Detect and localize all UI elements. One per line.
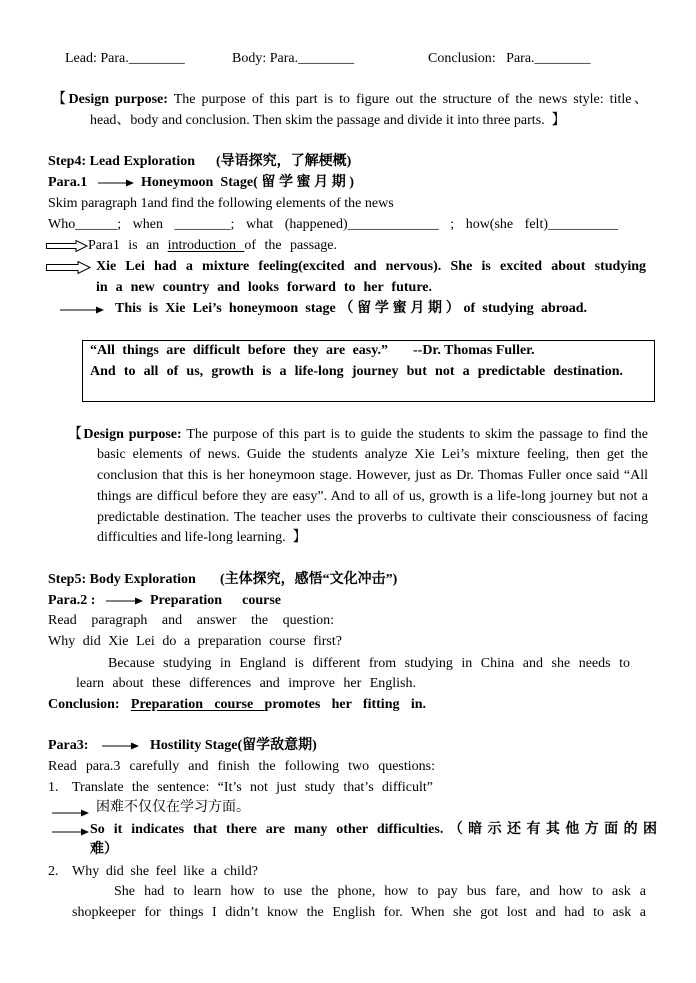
design-purpose-text: The purpose of this part is to figure out the structure of the news style: title、 [173,92,649,107]
quote-author: --Dr. Thomas Fuller. [413,343,535,358]
para3-label: Para3: [48,738,89,753]
design-purpose-2-line: conclusion that this is her honeymoon stage. However, just as Dr. Thomas Fuller once said “All [97,468,648,483]
open-bracket: 【 [52,92,69,107]
step5-question: Why did Xie Lei do a preparation course first? [48,634,342,649]
design-purpose-text: The purpose of this part is to guide the students to skim the passage to find the [186,427,649,442]
q2-text: Why did she feel like a child? [72,864,258,879]
conclusion-rest: promotes her fitting in. [264,697,426,712]
intro-after: of the passage. [244,238,337,253]
step5-answer-line1: Because studying in England is different from studying in China and she needs to [108,656,630,671]
q2-answer-line1: She had to learn how to use the phone, how to pay bus fare, and how to ask a [114,884,646,899]
right-arrow-icon [102,741,139,751]
design-purpose-2-line: difficulties and life-long learning. 】 [97,530,307,545]
body-para-blank: Body: Para.________ [232,51,355,66]
para1-label: Para.1 [48,175,88,190]
feeling-line1: Xie Lei had a mixture feeling(excited and nervous). She is excited about studying [96,259,646,274]
para1-intro-line [88,237,337,255]
intro-before: Para1 is an [88,238,160,253]
conclusion-underlined: Preparation course [130,697,265,712]
hollow-right-arrow-icon [46,261,91,274]
design-purpose-label: Design purpose: [83,427,182,442]
feeling-line2: in a new country and looks forward to her future. [96,280,432,295]
q1-inference-line1: So it indicates that there are many other difficulties.（暗示还有其他方面的困 [90,822,657,837]
design-purpose-1-line1 [52,91,648,109]
step4-heading-cn: (导语探究，了解梗概) [216,154,352,169]
design-purpose-label: Design purpose: [68,92,168,107]
open-bracket: 【 [68,427,84,442]
right-arrow-icon [106,596,143,606]
conclusion-label: Conclusion: [48,697,120,712]
step4-heading: Step4: Lead Exploration [48,154,196,169]
design-purpose-1-line2: head、body and conclusion. Then skim the passage and divide it into three parts. 】 [90,113,566,128]
design-purpose-2-line: basic elements of news. Guide the students analyze Xie Lei’s mixture feeling, then get the [97,447,648,462]
honeymoon-stage-conclusion: This is Xie Lei’s honeymoon stage（留学蜜月期）of studying abroad. [115,301,587,316]
hollow-right-arrow-icon [46,240,88,252]
q1-translation: 困难不仅仅在学习方面。 [96,800,250,815]
q2-answer-line2: shopkeeper for things I didn’t know the English for. When she got lost and had to ask a [72,905,646,920]
para2-topic: Preparation course [150,593,281,608]
design-purpose-2-line: predictable destination. The teacher uses the proverbs to cultivate their consciousness of facing [97,510,648,525]
step5-answer-line2: learn about these differences and improve her English. [76,676,416,691]
step5-heading: Step5: Body Exploration [48,572,196,587]
lead-para-blank: Lead: Para.________ [65,51,185,66]
design-purpose-2-line: things are difficul before they are easy”. And to all of us, growth is a life-long journey but not a [97,489,648,504]
right-arrow-icon [52,808,89,818]
step5-conclusion [48,696,426,714]
quote-box [82,340,655,402]
growth-reflection: And to all of us, growth is a life-long journey but not a predictable destination. [90,364,623,379]
step4-instruction: Skim paragraph 1and find the following elements of the news [48,196,394,211]
right-arrow-icon [60,305,104,315]
intro-underlined: introduction [167,238,245,253]
right-arrow-icon [52,827,89,837]
fuller-quote: “All things are difficult before they are easy.” [90,343,388,358]
q1-inference-line2: 难） [90,842,118,857]
para1-stage: Honeymoon Stage(留学蜜月期) [141,175,354,190]
conclusion-para-blank: Conclusion: Para.________ [428,51,591,66]
step5-heading-cn: (主体探究，感悟“文化冲击”) [220,572,398,587]
para3-instruction: Read para.3 carefully and finish the following two questions: [48,759,435,774]
question-number: 1. [48,780,59,795]
q1-text: Translate the sentence: “It’s not just study that’s difficult” [72,780,433,795]
question-number: 2. [48,864,59,879]
para2-label: Para.2 : [48,593,96,608]
design-purpose-2-line1 [68,426,648,444]
para3-stage: Hostility Stage(留学敌意期) [150,738,317,753]
news-elements-blanks: Who______; when ________; what (happened)_____________ ; how(she felt)__________ [48,217,618,232]
right-arrow-icon [98,178,134,188]
step5-instruction: Read paragraph and answer the question: [48,613,334,628]
